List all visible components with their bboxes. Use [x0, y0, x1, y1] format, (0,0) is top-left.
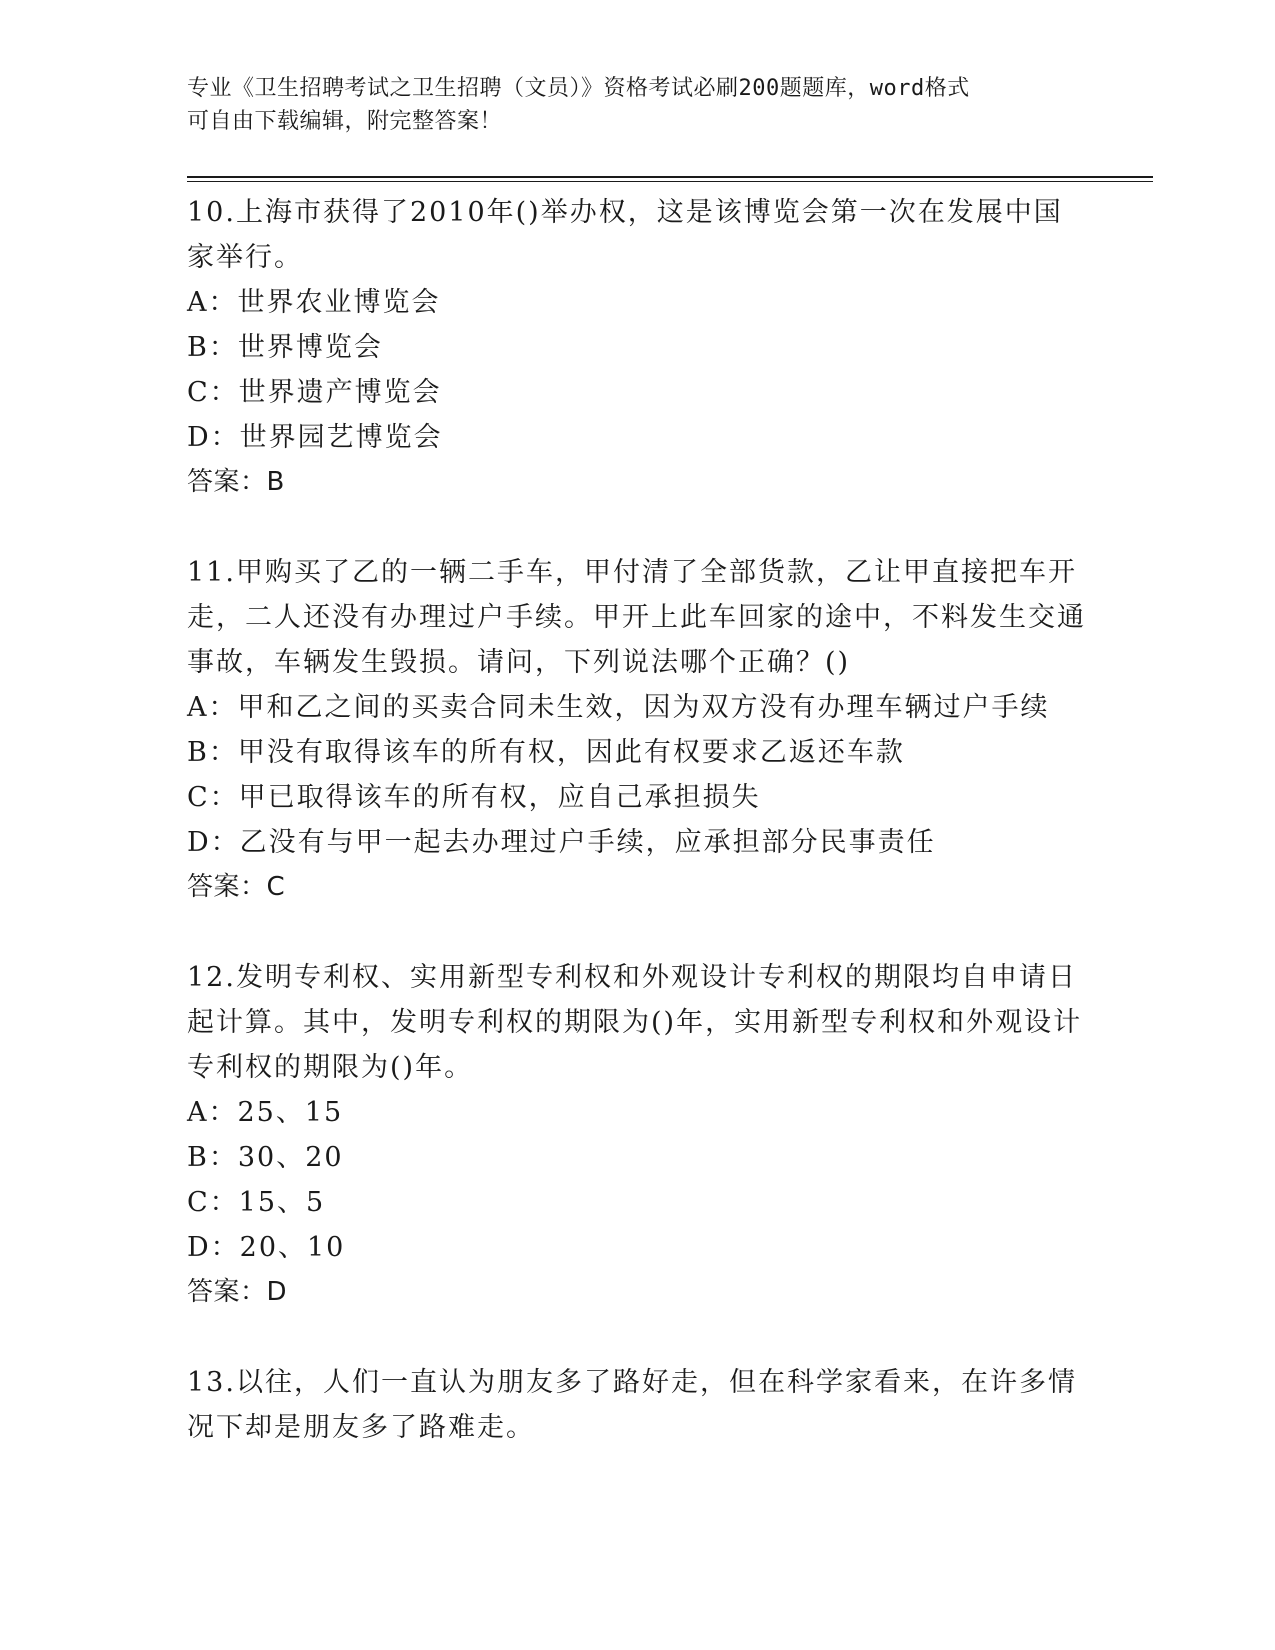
header-line-2: 可自由下载编辑，附完整答案！ [187, 109, 503, 134]
option-a: A：世界农业博览会 [187, 287, 441, 318]
option-d: D：20、10 [187, 1232, 346, 1263]
answer-label: 答案：B [187, 467, 285, 497]
option-b: B：甲没有取得该车的所有权，因此有权要求乙返还车款 [187, 737, 905, 768]
question-11 [187, 550, 1087, 910]
header-line-1: 专业《卫生招聘考试之卫生招聘（文员）》资格考试必刷200题题库，word格式 [187, 76, 970, 101]
option-b: B：30、20 [187, 1142, 344, 1173]
question-text: 10.上海市获得了2010年()举办权，这是该博览会第一次在发展中国家举行。 [187, 197, 1063, 273]
option-d: D：乙没有与甲一起去办理过户手续，应承担部分民事责任 [187, 827, 936, 858]
question-text: 11.甲购买了乙的一辆二手车，甲付清了全部货款，乙让甲直接把车开走，二人还没有办理过户手续。甲开上此车回家的途中，不料发生交通事故，车辆发生毁损。请问，下列说法哪个正确？() [187, 557, 1086, 678]
question-12 [187, 955, 1087, 1315]
option-c: C：15、5 [187, 1187, 326, 1218]
option-a: A：25、15 [187, 1097, 344, 1128]
option-c: C：甲已取得该车的所有权，应自己承担损失 [187, 782, 761, 813]
question-13 [187, 1360, 1087, 1450]
question-text: 12.发明专利权、实用新型专利权和外观设计专利权的期限均自申请日起计算。其中，发明专利权的期限为()年，实用新型专利权和外观设计专利权的期限为()年。 [187, 962, 1083, 1083]
question-10 [187, 190, 1087, 505]
option-d: D：世界园艺博览会 [187, 422, 443, 453]
option-a: A：甲和乙之间的买卖合同未生效，因为双方没有办理车辆过户手续 [187, 692, 1050, 723]
question-text: 13.以往，人们一直认为朋友多了路好走，但在科学家看来，在许多情况下却是朋友多了路难走。 [187, 1367, 1077, 1443]
question-list [187, 190, 1087, 1495]
document-header [187, 72, 1087, 138]
option-b: B：世界博览会 [187, 332, 383, 363]
answer-label: 答案：C [187, 872, 286, 902]
answer-label: 答案：D [187, 1277, 288, 1307]
option-c: C：世界遗产博览会 [187, 377, 442, 408]
header-rule-thick [187, 176, 1153, 178]
header-rule-thin [187, 181, 1153, 182]
